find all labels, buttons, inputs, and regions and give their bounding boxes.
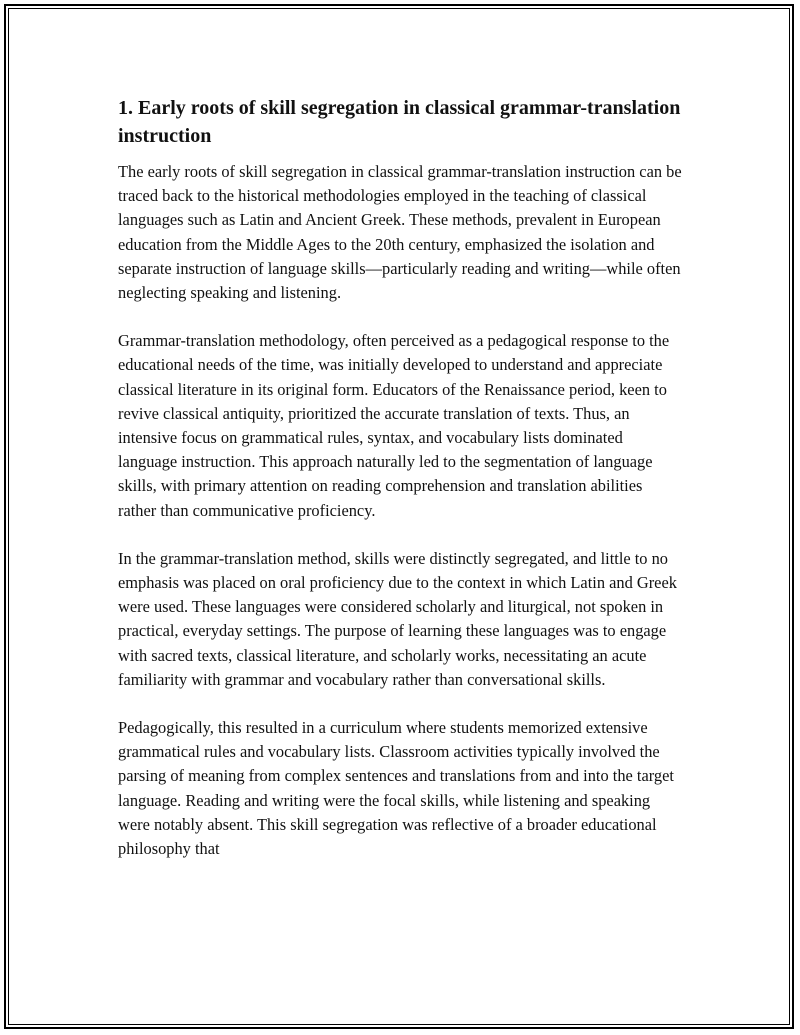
paragraph-3: In the grammar-translation method, skills were distinctly segregated, and little to no emphasis was placed on oral proficiency due to the context in which Latin and Greek were used. These languages were considered scholarly and liturgical, not spoken in practical, everyday settings. The purpose of learning these languages was to engage with sacred texts, classical literature, and scholarly works, necessitating an acute familiarity with grammar and vocabulary rather than conversational skills. (118, 548, 677, 689)
document-body (118, 94, 684, 885)
paragraph-1: The early roots of skill segregation in classical grammar-translation instruction can be traced back to the historical methodologies employed in the teaching of classical languages such as Latin and Ancient Greek. These methods, prevalent in European education from the Middle Ages to the 20th century, emphasized the isolation and separate instruction of language skills—particularly reading and writing—while often neglecting speaking and listening. (118, 162, 682, 303)
paragraph-2: Grammar-translation methodology, often perceived as a pedagogical response to the educational needs of the time, was initially developed to understand and appreciate classical literature in its original form. Educators of the Renaissance period, keen to revive classical antiquity, prioritized the accurate translation of texts. Thus, an intensive focus on grammatical rules, syntax, and vocabulary lists dominated language instruction. This approach naturally led to the segmentation of language skills, with primary attention on reading comprehension and translation abilities rather than communicative proficiency. (118, 331, 670, 520)
paragraph-4: Pedagogically, this resulted in a curriculum where students memorized extensive grammatical rules and vocabulary lists. Classroom activities typically involved the parsing of meaning from complex sentences and translations from and into the target language. Reading and writing were the focal skills, while listening and speaking were notably absent. This skill segregation was reflective of a broader educational philosophy that (118, 718, 674, 859)
section-heading: 1. Early roots of skill segregation in classical grammar-translation instruction (118, 97, 681, 147)
